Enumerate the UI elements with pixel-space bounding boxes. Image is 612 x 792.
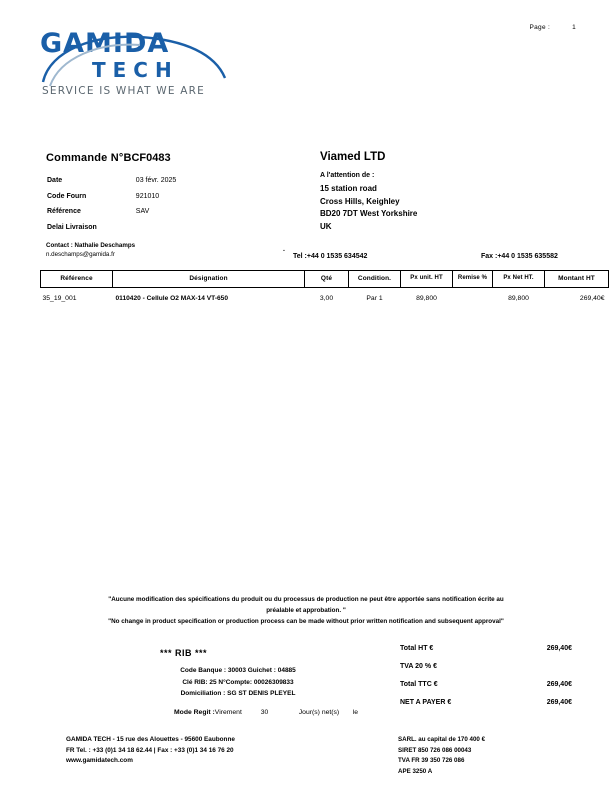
contact-name: Contact : Nathalie Deschamps — [46, 242, 136, 249]
footer-line: SARL. au capital de 170 400 € — [398, 736, 486, 743]
cell-qty: 3,00 — [319, 294, 334, 302]
product-notes — [0, 594, 612, 627]
totals-block — [400, 640, 572, 712]
total-label: Total TTC € — [400, 681, 438, 688]
order-number: BCF0483 — [123, 152, 171, 164]
column-header-qty: Qté — [305, 271, 349, 288]
order-field-label: Code Fourn — [47, 192, 87, 200]
total-value: 269,40€ — [546, 699, 572, 706]
order-field-label: Date — [47, 177, 63, 184]
footer-line: FR Tel. : +33 (0)1 34 18 62.44 | Fax : +33 (0)1 34 16 76 20 — [66, 746, 234, 754]
payment-label: Mode Regit : — [174, 709, 215, 716]
total-value: 269,40€ — [546, 645, 572, 652]
payment-terms — [174, 709, 358, 716]
contact-email: n.deschamps@gamida.fr — [46, 251, 115, 258]
rib-title: *** RIB *** — [160, 648, 208, 658]
cell-conditioning: Par 1 — [366, 294, 383, 302]
footer-line: TVA FR 39 350 726 086 — [398, 757, 465, 764]
total-label: NET A PAYER € — [400, 699, 452, 706]
column-header-conditioning: Condition. — [349, 271, 401, 288]
footer-legal-info — [398, 735, 485, 777]
rib-details — [103, 665, 373, 700]
note-line: "No change in product specification or production process can be made without prior written notification and subsequent approval" — [108, 618, 504, 625]
cell-amount: 269,40€ — [579, 294, 605, 302]
customer-address-line: 15 station road — [320, 184, 377, 193]
payment-days: 30 — [260, 709, 269, 716]
customer-contact-row — [293, 253, 578, 260]
footer-company-info — [66, 735, 235, 767]
order-title-label: Commande N° — [46, 152, 124, 164]
page-number-label: Page : — [529, 24, 551, 31]
cell-net-price: 89,800 — [508, 294, 529, 302]
logo-subname: TECH — [92, 58, 179, 82]
column-header-designation: Désignation — [113, 271, 305, 288]
order-field-value: 03 févr. 2025 — [135, 177, 177, 184]
payment-mode: Virement — [214, 709, 242, 716]
customer-name: Viamed LTD — [320, 151, 386, 163]
rib-line: Clé RIB: 25 N°Compte: 00026309833 — [182, 678, 294, 686]
rib-line: Code Banque : 30003 Guichet : 04885 — [180, 667, 296, 674]
customer-attention-label: A l'attention de : — [320, 172, 375, 179]
order-field-label: Delai Livraison — [47, 223, 97, 231]
footer-line: APE 3250 A — [398, 767, 433, 775]
total-row — [400, 694, 572, 712]
rib-line: Domiciliation : SG ST DENIS PLEYEL — [180, 690, 296, 697]
order-field-label: Référence — [47, 208, 81, 215]
customer-fax: Fax :+44 0 1535 635582 — [481, 253, 558, 260]
order-field-value — [135, 220, 177, 236]
customer-address-line: UK — [320, 221, 332, 231]
order-field-value: 921010 — [135, 192, 160, 200]
page-number-value: 1 — [572, 24, 576, 31]
cell-discount — [453, 287, 493, 309]
order-fields — [46, 173, 177, 235]
logo-tagline: SERVICE IS WHAT WE ARE — [42, 85, 205, 97]
table-row — [41, 287, 609, 309]
separator-dot: . — [283, 246, 285, 253]
total-label: TVA 20 % € — [400, 663, 437, 670]
contact-block — [46, 241, 135, 259]
column-header-amount: Montant HT — [545, 271, 609, 288]
column-header-discount: Remise % — [453, 271, 493, 288]
payment-days-label: Jour(s) net(s) — [298, 709, 340, 716]
payment-end-label: le — [352, 709, 359, 716]
total-row — [400, 658, 572, 676]
note-line: préalable et approbation. " — [266, 607, 346, 614]
footer-line: GAMIDA TECH - 15 rue des Alouettes - 95600 Eaubonne — [66, 736, 235, 743]
customer-address-line: BD20 7DT West Yorkshire — [320, 209, 418, 218]
customer-address-line: Cross Hills, Keighley — [320, 196, 400, 206]
order-title — [46, 152, 171, 164]
logo-name: GAMIDA — [40, 28, 170, 59]
total-row — [400, 640, 572, 658]
total-label: Total HT € — [400, 645, 434, 652]
column-header-net-price: Px Net HT. — [493, 271, 545, 288]
page-number — [529, 24, 576, 31]
footer-website: www.gamidatech.com — [66, 757, 133, 764]
items-table-header-row — [41, 271, 609, 288]
order-field-value: SAV — [135, 208, 150, 215]
order-field-row — [46, 189, 177, 205]
column-header-reference: Référence — [41, 271, 113, 288]
total-row — [400, 676, 572, 694]
cell-unit-price: 89,800 — [416, 294, 437, 302]
company-logo — [40, 30, 230, 97]
total-value: 269,40€ — [546, 681, 572, 688]
order-field-row — [46, 220, 177, 236]
column-header-unit-price: Px unit. HT — [401, 271, 453, 288]
footer-line: SIRET 850 726 086 00043 — [398, 746, 472, 754]
cell-reference: 35_19_001 — [42, 294, 77, 302]
note-line: "Aucune modification des spécifications du produit ou du processus de production ne peut être apportée sans notification écrite au — [108, 596, 504, 603]
customer-address — [320, 183, 417, 233]
order-field-row — [46, 204, 177, 220]
cell-designation: 0110420 - Cellule O2 MAX-14 VT-650 — [115, 294, 229, 302]
customer-tel: Tel :+44 0 1535 634542 — [293, 253, 368, 260]
order-field-row — [46, 173, 177, 189]
items-table — [40, 270, 609, 309]
